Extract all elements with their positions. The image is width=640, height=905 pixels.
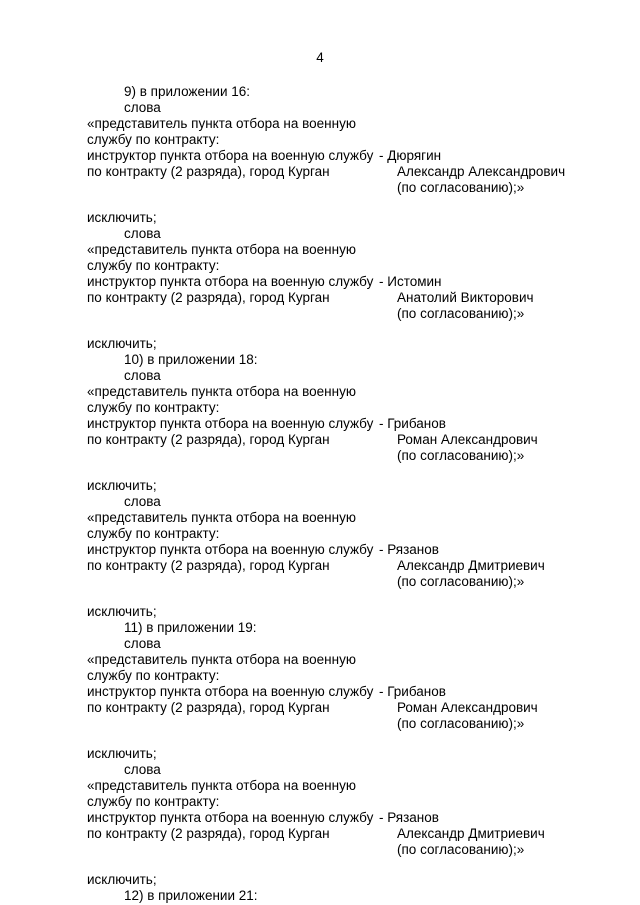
representative-line-1: «представитель пункта отбора на военную bbox=[87, 384, 356, 399]
words-label: слова bbox=[124, 762, 161, 777]
document-body bbox=[87, 84, 577, 904]
person-block bbox=[379, 542, 587, 590]
member-entry bbox=[87, 810, 577, 858]
position-text bbox=[87, 542, 387, 574]
person-block bbox=[379, 684, 587, 732]
person-surname: - Дюрягин bbox=[379, 148, 442, 163]
member-entry bbox=[87, 416, 577, 464]
person-surname: - Рязанов bbox=[379, 542, 439, 557]
position-text bbox=[87, 274, 387, 306]
position-line-1: инструктор пункта отбора на военную службу bbox=[87, 416, 374, 431]
person-surname: - Грибанов bbox=[379, 416, 446, 431]
representative-line-2: службу по контракту: bbox=[87, 258, 220, 273]
person-name: Роман Александрович bbox=[397, 700, 538, 715]
item-heading: 12) в приложении 21: bbox=[124, 888, 258, 903]
position-line-2: по контракту (2 разряда), город Курган bbox=[87, 290, 330, 305]
page-number: 4 bbox=[316, 50, 324, 65]
exclude-label: исключить; bbox=[87, 336, 157, 351]
position-text bbox=[87, 684, 387, 716]
person-surname: - Рязанов bbox=[379, 810, 439, 825]
representative-line-1: «представитель пункта отбора на военную bbox=[87, 116, 356, 131]
exclude-label: исключить; bbox=[87, 478, 157, 493]
representative-line-1: «представитель пункта отбора на военную bbox=[87, 652, 356, 667]
item-heading: 9) в приложении 16: bbox=[124, 84, 251, 99]
representative-line-2: службу по контракту: bbox=[87, 132, 220, 147]
person-name: Анатолий Викторович bbox=[397, 290, 534, 305]
person-name: Александр Дмитриевич bbox=[397, 826, 545, 841]
member-entry bbox=[87, 148, 577, 196]
person-surname: - Истомин bbox=[379, 274, 442, 289]
position-line-1: инструктор пункта отбора на военную службу bbox=[87, 542, 374, 557]
person-surname: - Грибанов bbox=[379, 684, 446, 699]
person-block bbox=[379, 810, 587, 858]
representative-line-2: службу по контракту: bbox=[87, 526, 220, 541]
person-block bbox=[379, 148, 587, 196]
representative-line-2: службу по контракту: bbox=[87, 794, 220, 809]
position-line-1: инструктор пункта отбора на военную службу bbox=[87, 810, 374, 825]
position-line-2: по контракту (2 разряда), город Курган bbox=[87, 826, 330, 841]
exclude-label: исключить; bbox=[87, 604, 157, 619]
person-name: Роман Александрович bbox=[397, 432, 538, 447]
member-entry bbox=[87, 542, 577, 590]
representative-line-1: «представитель пункта отбора на военную bbox=[87, 242, 356, 257]
position-line-2: по контракту (2 разряда), город Курган bbox=[87, 700, 330, 715]
exclude-label: исключить; bbox=[87, 210, 157, 225]
person-name: Александр Дмитриевич bbox=[397, 558, 545, 573]
position-line-2: по контракту (2 разряда), город Курган bbox=[87, 164, 330, 179]
words-label: слова bbox=[124, 368, 161, 383]
position-line-2: по контракту (2 разряда), город Курган bbox=[87, 432, 330, 447]
consent-note: (по согласованию);» bbox=[397, 306, 525, 321]
consent-note: (по согласованию);» bbox=[397, 842, 525, 857]
consent-note: (по согласованию);» bbox=[397, 180, 525, 195]
member-entry bbox=[87, 684, 577, 732]
person-block bbox=[379, 274, 587, 322]
position-line-1: инструктор пункта отбора на военную службу bbox=[87, 684, 374, 699]
member-entry bbox=[87, 274, 577, 322]
position-text bbox=[87, 416, 387, 448]
position-line-2: по контракту (2 разряда), город Курган bbox=[87, 558, 330, 573]
person-name: Александр Александрович bbox=[397, 164, 566, 179]
person-block bbox=[379, 416, 587, 464]
words-label: слова bbox=[124, 100, 161, 115]
words-label: слова bbox=[124, 636, 161, 651]
representative-line-2: службу по контракту: bbox=[87, 668, 220, 683]
position-text bbox=[87, 148, 387, 180]
position-line-1: инструктор пункта отбора на военную службу bbox=[87, 274, 374, 289]
exclude-label: исключить; bbox=[87, 872, 157, 887]
position-text bbox=[87, 810, 387, 842]
exclude-label: исключить; bbox=[87, 746, 157, 761]
item-heading: 11) в приложении 19: bbox=[124, 620, 257, 635]
consent-note: (по согласованию);» bbox=[397, 716, 525, 731]
representative-line-1: «представитель пункта отбора на военную bbox=[87, 510, 356, 525]
representative-line-1: «представитель пункта отбора на военную bbox=[87, 778, 356, 793]
consent-note: (по согласованию);» bbox=[397, 574, 525, 589]
consent-note: (по согласованию);» bbox=[397, 448, 525, 463]
words-label: слова bbox=[124, 226, 161, 241]
representative-line-2: службу по контракту: bbox=[87, 400, 220, 415]
words-label: слова bbox=[124, 494, 161, 509]
item-heading: 10) в приложении 18: bbox=[124, 352, 258, 367]
position-line-1: инструктор пункта отбора на военную службу bbox=[87, 148, 374, 163]
